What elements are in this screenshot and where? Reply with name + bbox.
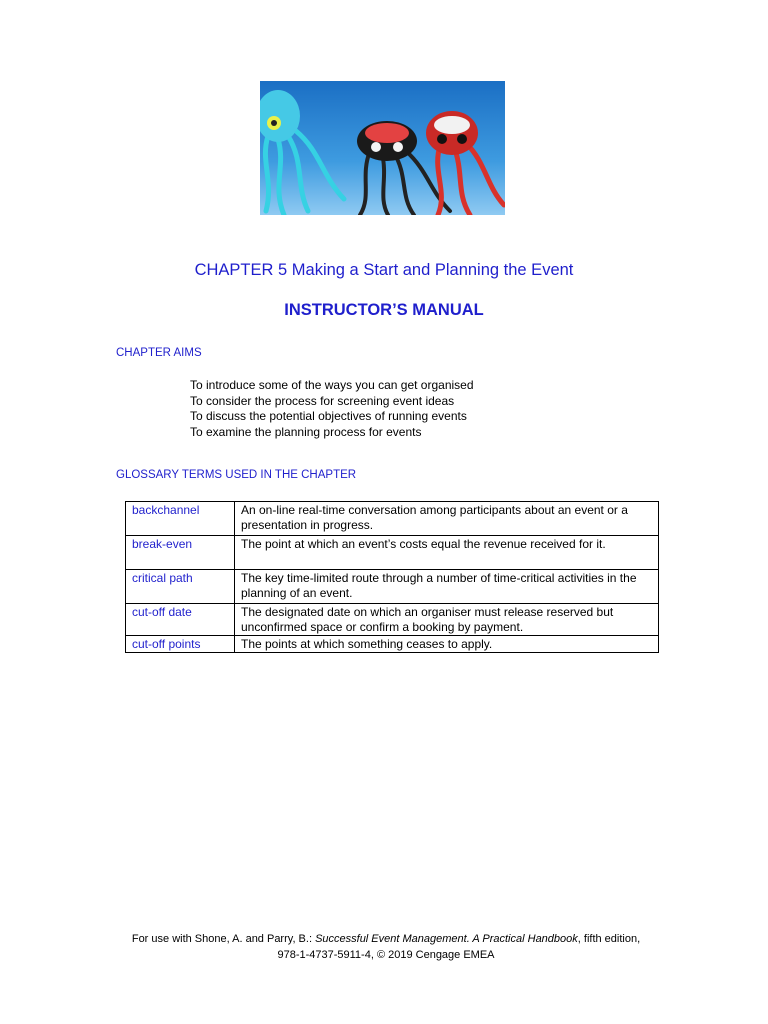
glossary-term: backchannel	[126, 502, 235, 536]
footer-line-1	[0, 932, 768, 948]
table-row	[126, 604, 659, 636]
table-row	[126, 536, 659, 570]
glossary-definition: An on-line real-time conversation among participants about an event or a presentation in progress.	[235, 502, 659, 536]
kites-photo	[260, 81, 505, 215]
page-footer	[0, 932, 768, 963]
manual-subtitle: INSTRUCTOR’S MANUAL	[284, 301, 484, 319]
chapter-title: CHAPTER 5 Making a Start and Planning the Event	[194, 261, 574, 279]
glossary-heading: GLOSSARY TERMS USED IN THE CHAPTER	[116, 469, 357, 481]
table-row	[126, 636, 659, 653]
glossary-term: break-even	[126, 536, 235, 570]
glossary-table	[125, 501, 659, 653]
chapter-aims-heading: CHAPTER AIMS	[116, 347, 202, 359]
chapter-aims-list	[190, 378, 474, 440]
aim-item: To discuss the potential objectives of running events	[190, 409, 467, 423]
footer-suffix: , fifth edition,	[577, 933, 641, 945]
glossary-definition: The points at which something ceases to apply.	[235, 636, 659, 653]
footer-line-2: 978-1-4737-5911-4, © 2019 Cengage EMEA	[277, 948, 495, 961]
aim-item: To introduce some of the ways you can get organised	[190, 378, 474, 392]
glossary-definition: The key time-limited route through a number of time-critical activities in the planning of an event.	[235, 570, 659, 604]
glossary-definition: The designated date on which an organiser must release reserved but unconfirmed space or confirm a booking by payment.	[235, 604, 659, 636]
glossary-term: cut-off date	[126, 604, 235, 636]
aim-item: To examine the planning process for events	[190, 424, 422, 439]
aim-item: To consider the process for screening event ideas	[190, 393, 455, 408]
glossary-term: critical path	[126, 570, 235, 604]
footer-book-title: Successful Event Management. A Practical Handbook	[315, 933, 578, 945]
table-row	[126, 570, 659, 604]
glossary-term: cut-off points	[126, 636, 235, 653]
footer-prefix: For use with Shone, A. and Parry, B.:	[131, 933, 316, 945]
table-row	[126, 502, 659, 536]
glossary-definition: The point at which an event’s costs equal the revenue received for it.	[235, 536, 659, 570]
